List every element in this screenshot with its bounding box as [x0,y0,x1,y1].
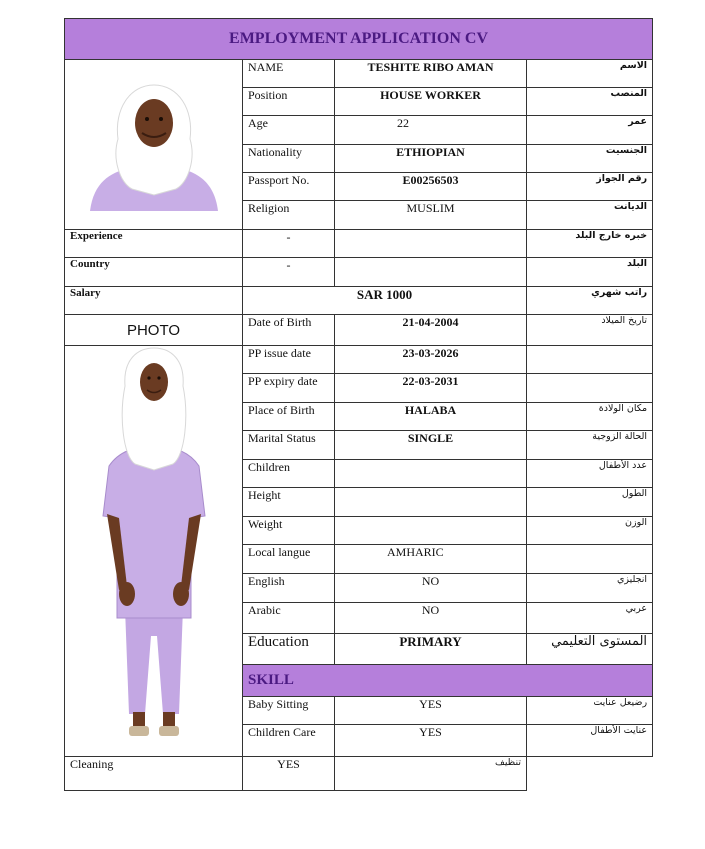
salary-label: Salary [65,287,243,315]
age-arabic: عمر [527,116,653,145]
cv-table [64,18,653,791]
pp-expiry-label: PP expiry date [243,374,335,402]
headshot-photo [84,79,224,211]
children-label: Children [243,459,335,487]
birthplace-label: Place of Birth [243,402,335,430]
dob-arabic: تاريخ الميلاد [527,315,653,346]
height-label: Height [243,488,335,516]
pp-issue-value: 23-03-2026 [335,346,527,374]
marital-arabic: الحالة الزوجية [527,431,653,459]
nationality-label: Nationality [243,145,335,173]
experience-empty [335,230,527,258]
skill-baby-sitting-arabic: رضيعل عنايت [527,696,653,724]
religion-arabic: الديانت [527,201,653,230]
children-value [335,459,527,487]
birthplace-value: HALABA [335,402,527,430]
local-language-value: AMHARIC [335,545,527,573]
weight-label: Weight [243,516,335,544]
experience-value: - [243,230,335,258]
headshot-photo-cell [65,60,243,230]
nationality-arabic: الجنسيت [527,145,653,173]
arabic-label: Arabic [243,603,335,634]
passport-value: E00256503 [335,173,527,201]
religion-value: MUSLIM [335,201,527,230]
marital-value: SINGLE [335,431,527,459]
position-value: HOUSE WORKER [335,88,527,116]
full-body-photo-cell [65,346,243,757]
country-value: - [243,258,335,287]
education-label: Education [243,633,335,665]
position-arabic: المنصب [527,88,653,116]
skill-cleaning-arabic: تنظيف [335,757,527,791]
full-body-photo [79,346,229,756]
salary-arabic: راتب شهري [527,287,653,315]
weight-value [335,516,527,544]
skill-children-care-arabic: عنايت الأطفال [527,725,653,757]
name-value: TESHITE RIBO AMAN [335,60,527,88]
country-label: Country [65,258,243,287]
education-arabic: المستوى التعليمي [527,633,653,665]
local-language-arabic [527,545,653,573]
cv-title: EMPLOYMENT APPLICATION CV [65,19,653,60]
dob-value: 21-04-2004 [335,315,527,346]
weight-arabic: الوزن [527,516,653,544]
height-value [335,488,527,516]
skill-cleaning-value: YES [243,757,335,791]
marital-label: Marital Status [243,431,335,459]
height-arabic: الطول [527,488,653,516]
pp-issue-label: PP issue date [243,346,335,374]
experience-arabic: خبره خارج البلد [527,230,653,258]
pp-issue-arabic [527,346,653,374]
skill-children-care-label: Children Care [243,725,335,757]
skill-baby-sitting-label: Baby Sitting [243,696,335,724]
country-empty [335,258,527,287]
age-label: Age [243,116,335,145]
age-value: 22 [335,116,527,145]
photo-label: PHOTO [65,315,243,346]
country-arabic: البلد [527,258,653,287]
arabic-value: NO [335,603,527,634]
skill-baby-sitting-value: YES [335,696,527,724]
pp-expiry-value: 22-03-2031 [335,374,527,402]
english-arabic: انجليزي [527,573,653,603]
dob-label: Date of Birth [243,315,335,346]
passport-arabic: رقم الجواز [527,173,653,201]
english-label: English [243,573,335,603]
local-language-label: Local langue [243,545,335,573]
nationality-value: ETHIOPIAN [335,145,527,173]
skill-cleaning-label: Cleaning [65,757,243,791]
experience-label: Experience [65,230,243,258]
education-value: PRIMARY [335,633,527,665]
pp-expiry-arabic [527,374,653,402]
name-label: NAME [243,60,335,88]
skill-children-care-value: YES [335,725,527,757]
english-value: NO [335,573,527,603]
name-arabic: الاسم [527,60,653,88]
birthplace-arabic: مكان الولادة [527,402,653,430]
passport-label: Passport No. [243,173,335,201]
skill-header: SKILL [243,665,653,697]
salary-value: SAR 1000 [243,287,527,315]
religion-label: Religion [243,201,335,230]
arabic-arabic: عربي [527,603,653,634]
children-arabic: عدد الأطفال [527,459,653,487]
position-label: Position [243,88,335,116]
